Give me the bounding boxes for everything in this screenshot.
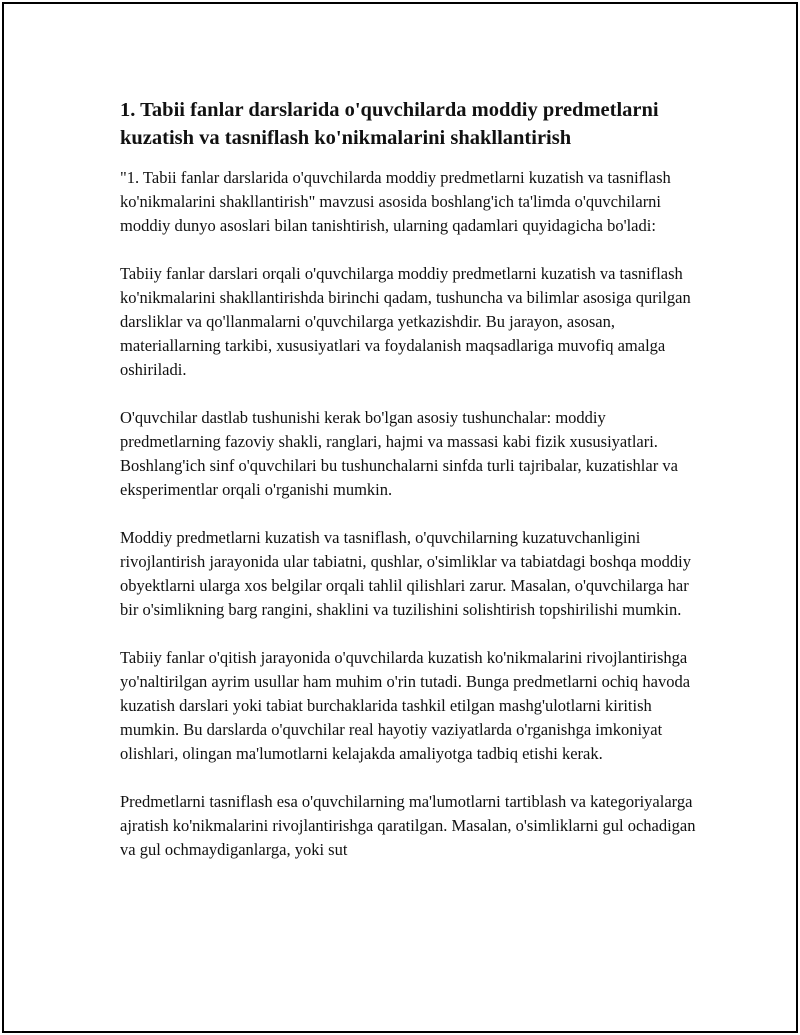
paragraph-basic-concepts: O'quvchilar dastlab tushunishi kerak bo'lgan asosiy tushunchalar: moddiy predmetlarning fazoviy shakli, ranglari, hajmi va massasi kabi fizik xususiyatlari. Boshlang'ich sinf o'quvchilari bu tushunchalarni sinfda turli tajribalar, kuzatishlar va eksperimentlar orqali o'rganishi mumkin. bbox=[120, 408, 678, 499]
paragraph-classification: Predmetlarni tasniflash esa o'quvchilarning ma'lumotlarni tartiblash va kategoriyalarga ajratish ko'nikmalarini rivojlantirishga qaratilgan. Masalan, o'simliklarni gul ochadigan va gul ochmaydiganlarga, yoki sut bbox=[120, 792, 696, 859]
paragraph-methods: Tabiiy fanlar o'qitish jarayonida o'quvchilarda kuzatish ko'nikmalarini rivojlantirishga yo'naltirilgan ayrim usullar ham muhim o'rin tutadi. Bunga predmetlarni ochiq havoda kuzatish darslari yoki tabiat burchaklarida tashkil etilgan mashg'ulotlarni kiritish mumkin. Bu darslarda o'quvchilar real hayotiy vaziyatlarda o'rganishga imkoniyat olishlari, olingan ma'lumotlarni kelajakda amaliyotga tadbiq etishi kerak. bbox=[120, 648, 691, 763]
document-content bbox=[120, 96, 710, 886]
document-page bbox=[2, 2, 798, 1033]
document-heading: 1. Tabii fanlar darslarida o'quvchilarda moddiy predmetlarni kuzatish va tasniflash ko'nikmalarini shakllantirish bbox=[120, 99, 659, 149]
paragraph-observation: Moddiy predmetlarni kuzatish va tasniflash, o'quvchilarning kuzatuvchanligini rivojlantirish jarayonida ular tabiatni, qushlar, o'simliklar va tabiatdagi boshqa moddiy obyektlarni ularga xos belgilar orqali tahlil qilishlari zarur. Masalan, o'quvchilarga har bir o'simlikning barg rangini, shaklini va tuzilishini solishtirish topshirilishi mumkin. bbox=[120, 528, 691, 619]
paragraph-intro: "1. Tabii fanlar darslarida o'quvchilarda moddiy predmetlarni kuzatish va tasniflash ko'nikmalarini shakllantirish" mavzusi asosida boshlang'ich ta'limda o'quvchilarni moddiy dunyo asoslari bilan tanishtirish, ularning qadamlari quyidagicha bo'ladi: bbox=[120, 168, 671, 235]
paragraph-first-step: Tabiiy fanlar darslari orqali o'quvchilarga moddiy predmetlarni kuzatish va tasniflash ko'nikmalarini shakllantirishda birinchi qadam, tushuncha va bilimlar asosiga qurilgan darsliklar va qo'llanmalarni o'quvchilarga yetkazishdir. Bu jarayon, asosan, materiallarning tarkibi, xususiyatlari va foydalanish maqsadlariga muvofiq amalga oshiriladi. bbox=[120, 264, 691, 379]
